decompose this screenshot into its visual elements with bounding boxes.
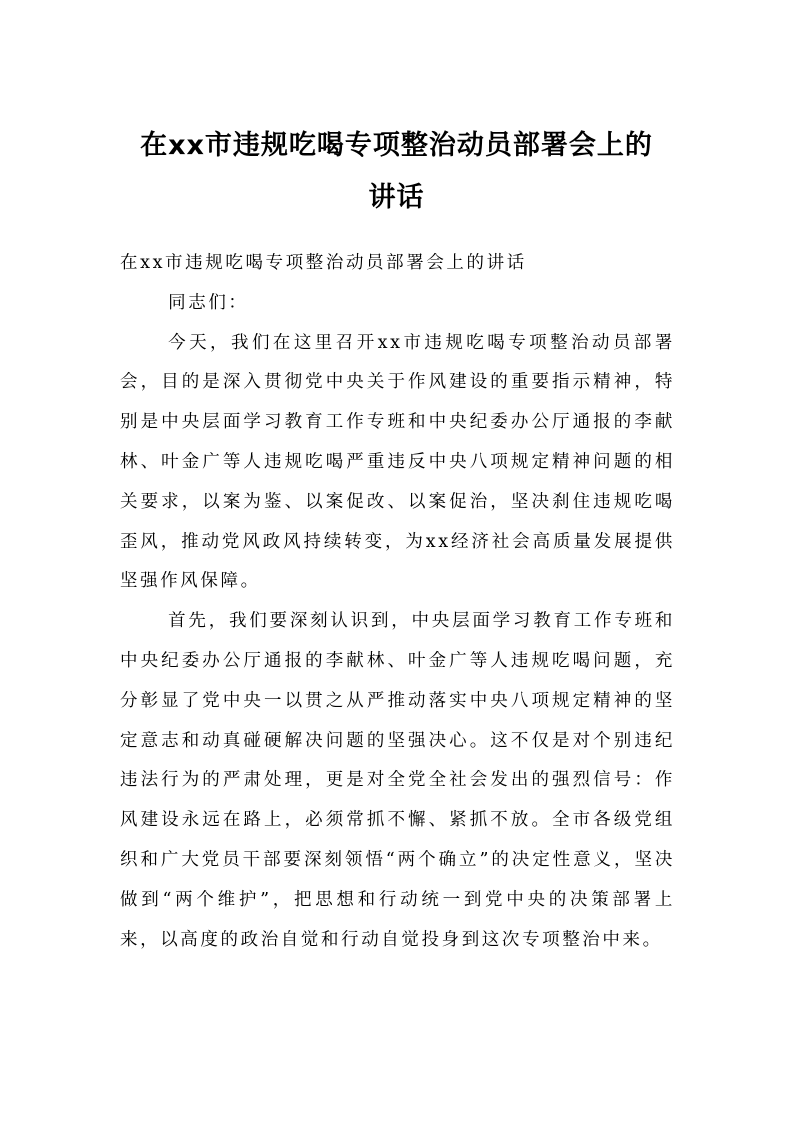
paragraph-1: 今天，我们在这里召开xx市违规吃喝专项整治动员部署会，目的是深入贯彻党中央关于作风建设的重要指示精神，特别是中央层面学习教育工作专班和中央纪委办公厅通报的李献林、叶金广等人违规吃喝严重违反中央八项规定精神问题的相关要求，以案为鉴、以案促改、以案促治，坚决刹住违规吃喝歪风，推动党风政风持续转变，为xx经济社会高质量发展提供坚强作风保障。 — [120, 332, 675, 592]
subtitle: 在xx市违规吃喝专项整治动员部署会上的讲话 — [120, 253, 527, 273]
title-line-2: 讲话 — [368, 182, 425, 213]
title-line-1: 在xx市违规吃喝专项整治动员部署会上的 — [140, 130, 653, 161]
salutation: 同志们： — [168, 292, 249, 313]
document-title — [100, 120, 693, 224]
paragraph-2: 首先，我们要深刻认识到，中央层面学习教育工作专班和中央纪委办公厅通报的李献林、叶金广等人违规吃喝问题，充分彰显了党中央一以贯之从严推动落实中央八项规定精神的坚定意志和动真碰硬解决问题的坚强决心。这不仅是对个别违纪违法行为的严肃处理，更是对全党全社会发出的强烈信号：作风建设永远在路上，必须常抓不懈、紧抓不放。全市各级党组织和广大党员干部要深刻领悟“两个确立”的决定性意义，坚决做到“两个维护”，把思想和行动统一到党中央的决策部署上来，以高度的政治自觉和行动自觉投身到这次专项整治中来。 — [120, 611, 675, 950]
document-body — [120, 244, 675, 960]
